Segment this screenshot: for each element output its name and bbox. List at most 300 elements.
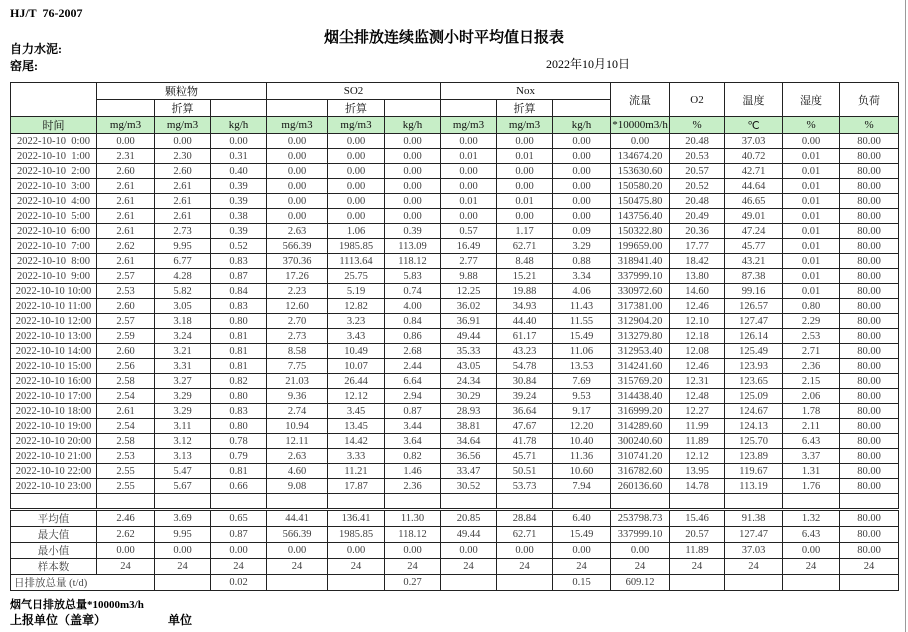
value-cell: 61.17 [497, 329, 553, 344]
time-cell: 2022-10-10 8:00 [11, 254, 97, 269]
value-cell: 0.00 [385, 209, 441, 224]
value-cell: 12.46 [670, 299, 725, 314]
value-cell: 0.87 [385, 404, 441, 419]
value-cell: 10.60 [553, 464, 611, 479]
value-cell: 30.29 [441, 389, 497, 404]
time-cell: 2022-10-10 15:00 [11, 359, 97, 374]
value-cell: 36.91 [441, 314, 497, 329]
value-cell: 0.01 [441, 149, 497, 164]
value-cell: 12.12 [670, 449, 725, 464]
value-cell: 2.60 [97, 164, 155, 179]
value-cell: 10.49 [328, 344, 385, 359]
value-cell: 317381.00 [611, 299, 670, 314]
value-cell: 12.12 [328, 389, 385, 404]
col-group-nox: Nox [441, 83, 611, 100]
hour-row [11, 269, 899, 284]
value-cell: 11.21 [328, 464, 385, 479]
time-cell: 2022-10-10 19:00 [11, 419, 97, 434]
hour-row [11, 194, 899, 209]
value-cell: 80.00 [840, 254, 899, 269]
value-cell: 9.08 [267, 479, 328, 494]
value-cell: 127.47 [725, 314, 783, 329]
col-flow: 流量 [611, 83, 670, 117]
unit-cell: mg/m3 [97, 117, 155, 134]
empty-cell [97, 494, 155, 509]
value-cell: 0.65 [211, 511, 267, 527]
value-cell: 12.08 [670, 344, 725, 359]
value-cell: 2.61 [97, 224, 155, 239]
value-cell [783, 575, 840, 591]
value-cell: 0.01 [497, 194, 553, 209]
value-cell: 0.01 [783, 149, 840, 164]
value-cell: 0.00 [497, 543, 553, 559]
value-cell: 0.00 [328, 179, 385, 194]
value-cell: 0.81 [211, 329, 267, 344]
value-cell: 12.46 [670, 359, 725, 374]
value-cell: 12.31 [670, 374, 725, 389]
value-cell: 0.00 [611, 543, 670, 559]
value-cell: 35.33 [441, 344, 497, 359]
value-cell: 0.00 [783, 543, 840, 559]
hour-row [11, 164, 899, 179]
value-cell [155, 575, 211, 591]
unit-cell: *10000m3/h [611, 117, 670, 134]
value-cell: 34.64 [441, 434, 497, 449]
value-cell: 41.78 [497, 434, 553, 449]
value-cell: 7.75 [267, 359, 328, 374]
value-cell: 25.75 [328, 269, 385, 284]
value-cell: 20.48 [670, 194, 725, 209]
value-cell: 310741.20 [611, 449, 670, 464]
empty-cell [611, 494, 670, 509]
value-cell: 0.02 [211, 575, 267, 591]
time-cell: 2022-10-10 20:00 [11, 434, 97, 449]
hour-row [11, 464, 899, 479]
value-cell: 0.01 [783, 209, 840, 224]
value-cell: 30.52 [441, 479, 497, 494]
value-cell: 2.06 [783, 389, 840, 404]
value-cell: 3.44 [385, 419, 441, 434]
value-cell: 43.21 [725, 254, 783, 269]
value-cell: 0.57 [441, 224, 497, 239]
value-cell: 2.61 [97, 404, 155, 419]
value-cell: 2.58 [97, 434, 155, 449]
unit-cell: mg/m3 [155, 117, 211, 134]
value-cell: 24 [725, 559, 783, 575]
value-cell: 1.78 [783, 404, 840, 419]
value-cell: 0.84 [385, 314, 441, 329]
value-cell: 62.71 [497, 527, 553, 543]
value-cell: 15.46 [670, 511, 725, 527]
value-cell: 2.77 [441, 254, 497, 269]
value-cell: 2.55 [97, 464, 155, 479]
value-cell: 0.00 [553, 179, 611, 194]
empty-cell [11, 494, 97, 509]
header-row-units [11, 117, 899, 134]
value-cell: 2.36 [385, 479, 441, 494]
value-cell: 5.83 [385, 269, 441, 284]
value-cell: 0.82 [385, 449, 441, 464]
value-cell: 43.05 [441, 359, 497, 374]
time-cell: 2022-10-10 16:00 [11, 374, 97, 389]
value-cell: 0.86 [385, 329, 441, 344]
empty-cell [211, 494, 267, 509]
value-cell: 80.00 [840, 179, 899, 194]
col-group-so2: SO2 [267, 83, 441, 100]
value-cell: 153630.60 [611, 164, 670, 179]
value-cell: 2.56 [97, 359, 155, 374]
value-cell: 0.00 [267, 209, 328, 224]
value-cell: 123.89 [725, 449, 783, 464]
value-cell: 0.00 [267, 179, 328, 194]
empty-cell [441, 494, 497, 509]
hour-row [11, 254, 899, 269]
value-cell: 80.00 [840, 164, 899, 179]
value-cell: 337999.10 [611, 527, 670, 543]
value-cell: 113.19 [725, 479, 783, 494]
value-cell [670, 575, 725, 591]
value-cell: 0.01 [783, 239, 840, 254]
summary-label: 平均值 [11, 511, 97, 527]
time-cell: 2022-10-10 1:00 [11, 149, 97, 164]
value-cell: 0.00 [155, 543, 211, 559]
value-cell: 2.23 [267, 284, 328, 299]
value-cell: 199659.00 [611, 239, 670, 254]
value-cell: 47.24 [725, 224, 783, 239]
value-cell: 20.49 [670, 209, 725, 224]
value-cell: 38.81 [441, 419, 497, 434]
value-cell: 0.00 [497, 164, 553, 179]
value-cell: 91.38 [725, 511, 783, 527]
summary-label: 样本数 [11, 559, 97, 575]
value-cell: 2.53 [783, 329, 840, 344]
value-cell: 2.11 [783, 419, 840, 434]
time-cell: 2022-10-10 18:00 [11, 404, 97, 419]
col-temp: 温度 [725, 83, 783, 117]
value-cell: 80.00 [840, 543, 899, 559]
value-cell: 330972.60 [611, 284, 670, 299]
value-cell: 0.00 [385, 149, 441, 164]
col-load: 负荷 [840, 83, 899, 117]
value-cell: 9.53 [553, 389, 611, 404]
time-cell: 2022-10-10 9:00 [11, 269, 97, 284]
value-cell: 0.80 [783, 299, 840, 314]
value-cell: 1.31 [783, 464, 840, 479]
value-cell: 0.81 [211, 344, 267, 359]
value-cell: 3.23 [328, 314, 385, 329]
value-cell: 30.84 [497, 374, 553, 389]
value-cell: 2.61 [97, 209, 155, 224]
hour-row [11, 224, 899, 239]
value-cell: 5.82 [155, 284, 211, 299]
summary-row [11, 511, 899, 527]
value-cell: 20.53 [670, 149, 725, 164]
value-cell [441, 575, 497, 591]
unit-cell: mg/m3 [267, 117, 328, 134]
value-cell: 0.00 [441, 179, 497, 194]
company-label: 自力水泥: [10, 42, 62, 56]
value-cell: 2.68 [385, 344, 441, 359]
time-cell: 2022-10-10 12:00 [11, 314, 97, 329]
value-cell: 0.00 [441, 134, 497, 149]
value-cell: 11.06 [553, 344, 611, 359]
daily-total-label: 日排放总量 (t/d) [11, 575, 155, 591]
value-cell: 14.78 [670, 479, 725, 494]
value-cell: 13.53 [553, 359, 611, 374]
value-cell: 0.01 [441, 194, 497, 209]
empty-cell [725, 494, 783, 509]
value-cell: 2.55 [97, 479, 155, 494]
value-cell: 36.56 [441, 449, 497, 464]
unit-cell: % [670, 117, 725, 134]
value-cell: 36.02 [441, 299, 497, 314]
value-cell: 316782.60 [611, 464, 670, 479]
value-cell: 312904.20 [611, 314, 670, 329]
time-cell: 2022-10-10 22:00 [11, 464, 97, 479]
converted-label: 折算 [328, 100, 385, 117]
value-cell: 2.62 [97, 239, 155, 254]
flue-total-label: 烟气日排放总量*10000m3/h [10, 599, 144, 611]
value-cell: 124.13 [725, 419, 783, 434]
value-cell: 4.60 [267, 464, 328, 479]
value-cell: 2.61 [97, 194, 155, 209]
unit-cell: kg/h [385, 117, 441, 134]
value-cell: 5.47 [155, 464, 211, 479]
value-cell: 37.03 [725, 134, 783, 149]
value-cell: 2.44 [385, 359, 441, 374]
value-cell: 150580.20 [611, 179, 670, 194]
value-cell: 313279.80 [611, 329, 670, 344]
value-cell: 9.95 [155, 239, 211, 254]
value-cell: 18.42 [670, 254, 725, 269]
value-cell: 0.00 [328, 134, 385, 149]
value-cell: 50.51 [497, 464, 553, 479]
value-cell: 80.00 [840, 404, 899, 419]
summary-label: 最小值 [11, 543, 97, 559]
value-cell: 0.81 [211, 464, 267, 479]
value-cell: 0.00 [497, 179, 553, 194]
value-cell: 123.93 [725, 359, 783, 374]
value-cell: 12.11 [267, 434, 328, 449]
value-cell: 0.00 [267, 164, 328, 179]
report-unit-label: 上报单位（盖章） [10, 613, 107, 627]
value-cell: 12.18 [670, 329, 725, 344]
value-cell: 0.80 [211, 389, 267, 404]
hour-row [11, 149, 899, 164]
unit-cell: % [783, 117, 840, 134]
value-cell [267, 575, 328, 591]
value-cell: 80.00 [840, 239, 899, 254]
value-cell: 80.00 [840, 224, 899, 239]
value-cell: 0.39 [211, 194, 267, 209]
value-cell: 2.29 [783, 314, 840, 329]
value-cell: 3.21 [155, 344, 211, 359]
value-cell: 0.78 [211, 434, 267, 449]
value-cell: 49.44 [441, 527, 497, 543]
time-cell: 2022-10-10 17:00 [11, 389, 97, 404]
value-cell: 0.00 [385, 179, 441, 194]
value-cell: 0.00 [328, 194, 385, 209]
value-cell: 143756.40 [611, 209, 670, 224]
value-cell: 0.00 [497, 209, 553, 224]
spacer-cell [385, 100, 441, 117]
value-cell: 3.11 [155, 419, 211, 434]
hour-row [11, 284, 899, 299]
hour-row [11, 374, 899, 389]
value-cell: 4.06 [553, 284, 611, 299]
value-cell: 7.69 [553, 374, 611, 389]
empty-cell [155, 494, 211, 509]
value-cell: 12.10 [670, 314, 725, 329]
value-cell: 49.01 [725, 209, 783, 224]
page-edge-line [905, 0, 906, 632]
value-cell: 0.83 [211, 299, 267, 314]
value-cell: 47.67 [497, 419, 553, 434]
value-cell: 11.89 [670, 543, 725, 559]
value-cell: 0.00 [328, 164, 385, 179]
value-cell: 0.39 [211, 224, 267, 239]
time-cell: 2022-10-10 23:00 [11, 479, 97, 494]
value-cell: 314241.60 [611, 359, 670, 374]
time-cell: 2022-10-10 6:00 [11, 224, 97, 239]
value-cell: 0.00 [385, 164, 441, 179]
value-cell: 1.32 [783, 511, 840, 527]
value-cell: 316999.20 [611, 404, 670, 419]
value-cell: 8.48 [497, 254, 553, 269]
value-cell: 34.93 [497, 299, 553, 314]
value-cell: 3.29 [155, 389, 211, 404]
value-cell: 0.09 [553, 224, 611, 239]
value-cell: 24 [497, 559, 553, 575]
time-cell: 2022-10-10 14:00 [11, 344, 97, 359]
value-cell: 2.36 [783, 359, 840, 374]
empty-cell [553, 494, 611, 509]
summary-body [11, 511, 899, 591]
value-cell: 44.40 [497, 314, 553, 329]
header-row-groups [11, 83, 899, 100]
value-cell: 126.14 [725, 329, 783, 344]
unit-cell: % [840, 117, 899, 134]
value-cell: 1985.85 [328, 527, 385, 543]
page-title: 烟尘排放连续监测小时平均值日报表 [323, 30, 564, 46]
value-cell: 20.85 [441, 511, 497, 527]
value-cell: 0.00 [441, 543, 497, 559]
value-cell: 12.20 [553, 419, 611, 434]
value-cell: 0.01 [783, 254, 840, 269]
value-cell: 0.83 [211, 254, 267, 269]
value-cell: 80.00 [840, 434, 899, 449]
value-cell: 2.53 [97, 449, 155, 464]
unit-cell: kg/h [553, 117, 611, 134]
value-cell: 24 [611, 559, 670, 575]
value-cell: 2.59 [97, 329, 155, 344]
spacer-cell [441, 100, 497, 117]
value-cell: 0.00 [211, 543, 267, 559]
value-cell: 2.74 [267, 404, 328, 419]
value-cell: 9.17 [553, 404, 611, 419]
value-cell: 7.94 [553, 479, 611, 494]
value-cell: 2.71 [783, 344, 840, 359]
value-cell: 1985.85 [328, 239, 385, 254]
value-cell: 0.00 [385, 134, 441, 149]
value-cell: 136.41 [328, 511, 385, 527]
value-cell: 24 [211, 559, 267, 575]
value-cell: 11.55 [553, 314, 611, 329]
value-cell: 3.12 [155, 434, 211, 449]
value-cell: 11.43 [553, 299, 611, 314]
value-cell: 24 [670, 559, 725, 575]
value-cell: 14.60 [670, 284, 725, 299]
value-cell: 24 [328, 559, 385, 575]
value-cell: 80.00 [840, 134, 899, 149]
time-header: 时间 [11, 117, 97, 134]
value-cell: 2.58 [97, 374, 155, 389]
value-cell: 3.05 [155, 299, 211, 314]
value-cell: 125.09 [725, 389, 783, 404]
value-cell: 0.00 [553, 209, 611, 224]
time-cell: 2022-10-10 7:00 [11, 239, 97, 254]
value-cell: 6.43 [783, 527, 840, 543]
value-cell: 0.01 [783, 224, 840, 239]
value-cell: 0.74 [385, 284, 441, 299]
hour-row [11, 299, 899, 314]
value-cell: 3.37 [783, 449, 840, 464]
value-cell: 0.00 [553, 164, 611, 179]
hour-row [11, 209, 899, 224]
time-cell: 2022-10-10 2:00 [11, 164, 97, 179]
converted-label: 折算 [155, 100, 211, 117]
value-cell: 87.38 [725, 269, 783, 284]
value-cell: 300240.60 [611, 434, 670, 449]
value-cell: 3.13 [155, 449, 211, 464]
value-cell: 80.00 [840, 419, 899, 434]
value-cell: 2.60 [97, 344, 155, 359]
value-cell: 2.61 [155, 194, 211, 209]
value-cell: 566.39 [267, 527, 328, 543]
value-cell: 80.00 [840, 511, 899, 527]
value-cell: 253798.73 [611, 511, 670, 527]
unit-label: 单位 [168, 613, 193, 627]
value-cell: 10.94 [267, 419, 328, 434]
value-cell: 0.81 [211, 359, 267, 374]
value-cell: 20.52 [670, 179, 725, 194]
value-cell [497, 575, 553, 591]
value-cell: 125.70 [725, 434, 783, 449]
value-cell: 36.64 [497, 404, 553, 419]
value-cell: 3.34 [553, 269, 611, 284]
value-cell: 0.00 [267, 134, 328, 149]
value-cell: 3.18 [155, 314, 211, 329]
value-cell: 2.70 [267, 314, 328, 329]
value-cell: 118.12 [385, 254, 441, 269]
value-cell: 5.19 [328, 284, 385, 299]
value-cell: 42.71 [725, 164, 783, 179]
value-cell: 9.95 [155, 527, 211, 543]
unit-cell: mg/m3 [441, 117, 497, 134]
value-cell: 24 [385, 559, 441, 575]
value-cell: 0.00 [553, 134, 611, 149]
value-cell: 80.00 [840, 374, 899, 389]
unit-cell: kg/h [211, 117, 267, 134]
value-cell: 80.00 [840, 314, 899, 329]
time-cell: 2022-10-10 5:00 [11, 209, 97, 224]
value-cell: 0.00 [553, 543, 611, 559]
value-cell: 125.49 [725, 344, 783, 359]
unit-cell: mg/m3 [497, 117, 553, 134]
value-cell: 2.53 [97, 284, 155, 299]
value-cell: 45.71 [497, 449, 553, 464]
value-cell: 4.00 [385, 299, 441, 314]
